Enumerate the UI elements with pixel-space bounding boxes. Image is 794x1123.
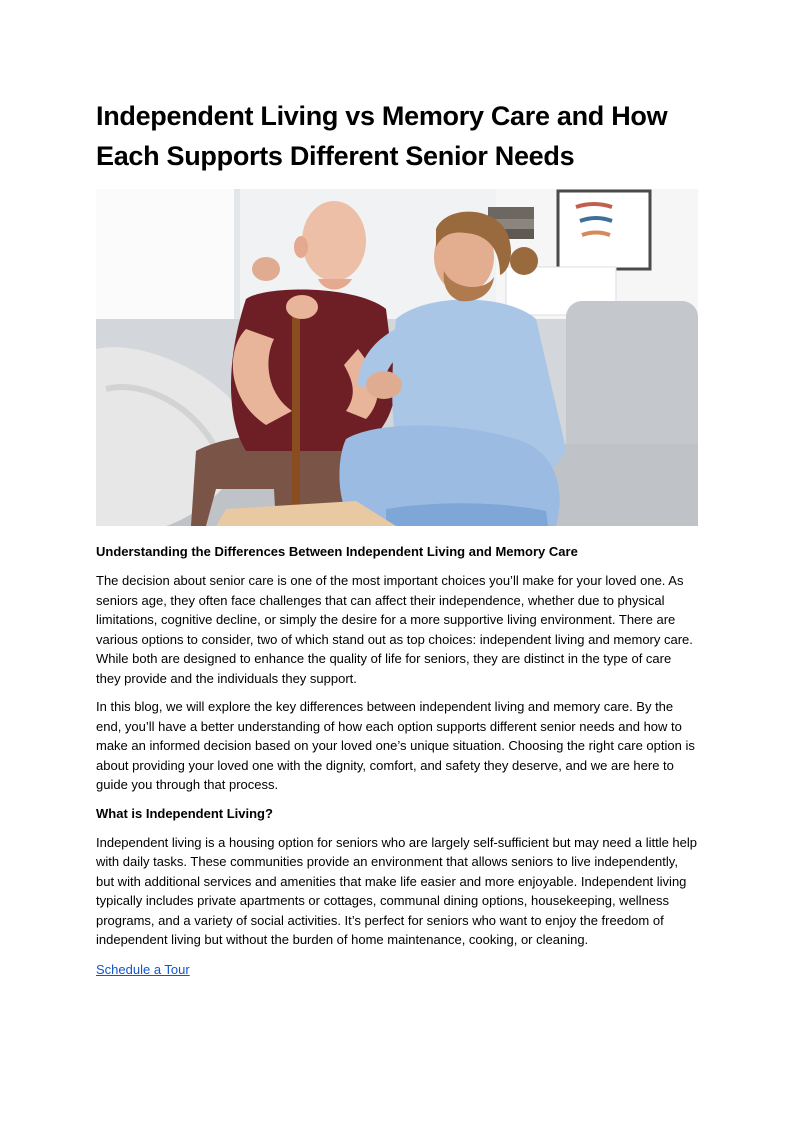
hero-photo-senior-with-caregiver-icon (96, 189, 698, 526)
section-heading-independent-living: What is Independent Living? (96, 805, 273, 821)
paragraph-independent-living: Independent living is a housing option for seniors who are largely self-sufficient but may need a little help with daily tasks. These communities provide an environment that allows seniors to live independently, but with additional services and amenities that make life easier and more enjoyable. Independent living typically includes private apartments or cottages, communal dining options, housekeeping, wellness programs, and a variety of social activities. It’s perfect for seniors who want to enjoy the freedom of independent living but without the burden of home maintenance, cooking, or cleaning. (96, 834, 698, 947)
schedule-tour-link[interactable]: Schedule a Tour (96, 961, 190, 977)
paragraph-blog-overview: In this blog, we will explore the key differences between independent living and memory care. By the end, you’ll have a better understanding of how each option supports different senior needs and how to make an informed decision based on your loved one’s unique situation. Choosing the right care option is about providing your loved one with the dignity, comfort, and safety they deserve, and we are here to guide you through that process. (96, 699, 695, 792)
paragraph-intro: The decision about senior care is one of the most important choices you’ll make for your loved one. As seniors age, they often face challenges that can affect their independence, whether due to physical limitations, cognitive decline, or simply the desire for a more supportive living environment. There are various options to consider, two of which stand out as top choices: independent living and memory care. While both are designed to enhance the quality of life for seniors, they are distinct in the type of care they provide and the individuals they support. (96, 573, 693, 686)
section-heading-differences: Understanding the Differences Between Independent Living and Memory Care (96, 544, 578, 559)
document-page (96, 96, 698, 979)
article-title: Independent Living vs Memory Care and How Each Supports Different Senior Needs (96, 101, 668, 171)
hero-photo (96, 189, 698, 526)
